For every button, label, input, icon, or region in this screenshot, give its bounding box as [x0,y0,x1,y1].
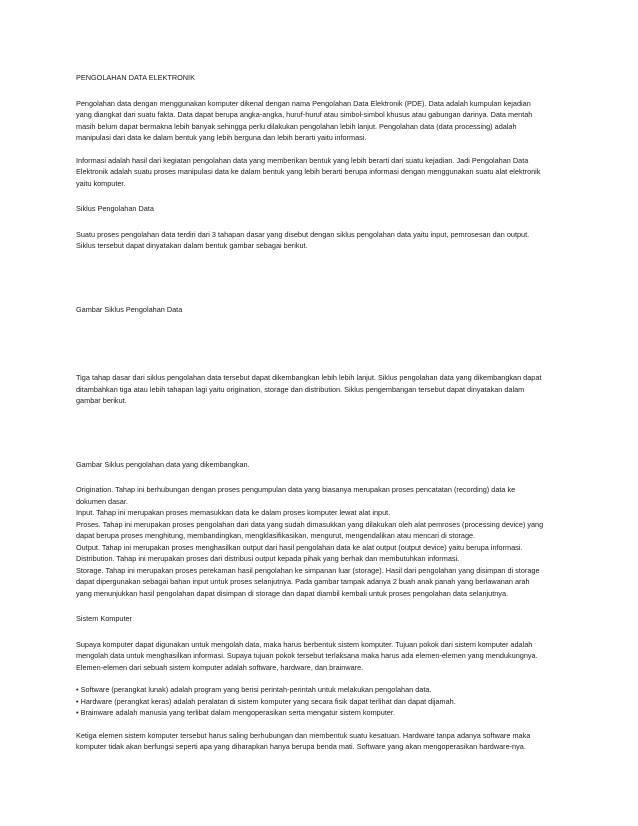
figure-caption-siklus-dikembangkan: Gambar Siklus pengolahan data yang dikembangkan. [76,459,250,469]
document-page [76,72,566,753]
text-line: Distribution. Tahap ini merupakan proses dari distribusi output kepada pihak yang berhak dan membutuhkan informasi. [76,554,460,563]
text-line: ditambahkan tiga atau lebih tahapan lagi yaitu origination, storage dan distribution. Siklus pengembangan tersebut dapat dinyatakan dalam [76,384,525,394]
text-line: Storage. Tahap ini merupakan proses perekaman hasil pengolahan ke simpanan luar (storage). Hasil dari pengolahan yang disimpan di storage [76,565,540,575]
text-line: Informasi adalah hasil dari kegiatan pengolahan data yang memberikan bentuk yang lebih berarti dari suatu kejadian. Jadi Pengolahan Data [76,155,529,165]
list-item: • Software (perangkat lunak) adalah program yang berisi perintah-perintah untuk melakukan pengolahan data. [76,685,432,694]
text-line: Ketiga elemen sistem komputer tersebut harus saling berhubungan dan membentuk suatu kesatuan. Hardware tanpa adanya software maka [76,730,531,740]
paragraph-informasi [76,155,566,190]
text-line: mengolah data untuk menghasilkan informasi. Supaya tujuan pokok tersebut terlaksana maka harus ada elemen-elemen yang mendukungnya. [76,651,538,660]
text-line: Siklus tersebut dapat dinyatakan dalam bentuk gambar sebagai berikut. [76,241,308,250]
text-line: dokumen dasar. [76,496,128,506]
text-line: Tiga tahap dasar dari siklus pengolahan data tersebut dapat dikembangkan lebih lebih lanjut. Siklus pengolahan data yang dikembangkan dapat [76,373,542,382]
paragraph-siklus-dikembangkan [76,372,566,407]
paragraph-tahapan-dasar [76,229,566,252]
text-line: Elemen-elemen dari sebuah sistem komputer adalah software, hardware, dan brainware. [76,662,364,672]
text-line: manipulasi dari data ke dalam bentuk yang lebih berguna dan lebih berarti yaitu informasi. [76,133,367,142]
list-item: • Brainware adalah manusia yang terlibat dalam mengoperasikan serta mengatur sistem komputer. [76,708,395,717]
text-line: dapat berupa proses menghitung, membandingkan, mengklasifikasikan, mengurut, mengendalikan atau mencari di storage. [76,531,476,540]
heading-siklus-pengolahan-data: Siklus Pengolahan Data [76,204,154,213]
text-line: yang diangkat dari suatu fakta. Data dapat berupa angka-angka, huruf-huruf atau simbol-simbol khusus atau gabungan darinya. Data mentah [76,110,533,119]
paragraph-tahapan-detail [76,484,566,599]
text-line: gambar berikut. [76,396,127,405]
text-line: Output. Tahap ini merupakan proses menghasilkan output dari hasil pengolahan data ke alat output (output device) yaitu berupa informasi. [76,542,523,552]
text-line: Proses. Tahap ini merupakan proses pengolahan dari data yang sudah dimasukkan yang dilakukan oleh alat pemroses (processing device) yang [76,519,544,529]
figure-caption-siklus: Gambar Siklus Pengolahan Data [76,304,183,314]
text-line: Supaya komputer dapat digunakan untuk mengolah data, maka harus berbentuk sistem komputer. Tujuan pokok dari sistem komputer adalah [76,639,533,649]
text-line: Suatu proses pengolahan data terdiri dari 3 tahapan dasar yang disebut dengan siklus pengolahan data yaitu input, pemrosesan dan output. [76,229,530,239]
text-line: dapat dipergunakan sebagai bahan input untuk proses selanjutnya. Pada gambar tampak adanya 2 buah anak panah yang berlawanan arah [76,577,530,586]
text-line: masih belum dapat bermakna lebih banyak sehingga perlu dilakukan pengolahan lebih lanjut. Pengolahan data (data processing) adalah [76,121,517,131]
text-line: Pengolahan data dengan menggunakan komputer dikenal dengan nama Pengolahan Data Elektronik (PDE). Data adalah kumpulan kejadian [76,98,531,108]
list-item: • Hardware (perangkat keras) adalah peralatan di sistem komputer yang secara fisik dapat terlihat dan dapat dijamah. [76,696,456,706]
text-line: komputer tidak akan berfungsi seperti apa yang diharapkan hanya berupa benda mati. Software yang akan mengoperasikan hardware-nya. [76,742,526,751]
paragraph-pde-definition [76,98,566,144]
paragraph-sistem-komputer [76,639,566,674]
heading-sistem-komputer: Sistem Komputer [76,614,132,623]
bullet-list-elemen [76,684,566,719]
text-line: Origination. Tahap ini berhubungan dengan proses pengumpulan data yang biasanya merupakan proses pencatatan (recording) data ke [76,485,516,494]
text-line: yang menunjukkan hasil pengolahan dapat disimpan di storage dan dapat diambil kembali untuk proses pengolahan data selanjutnya. [76,588,509,598]
text-line: yaitu komputer. [76,178,126,188]
text-line: Input. Tahap ini merupakan proses memasukkan data ke dalam proses komputer lewat alat input. [76,508,391,517]
text-line: Elektronik adalah suatu proses manipulasi data ke dalam bentuk yang lebih berarti berupa informasi dengan menggunakan suatu alat elektronik [76,167,541,176]
document-title: PENGOLAHAN DATA ELEKTRONIK [76,73,195,82]
paragraph-kesatuan [76,730,566,753]
